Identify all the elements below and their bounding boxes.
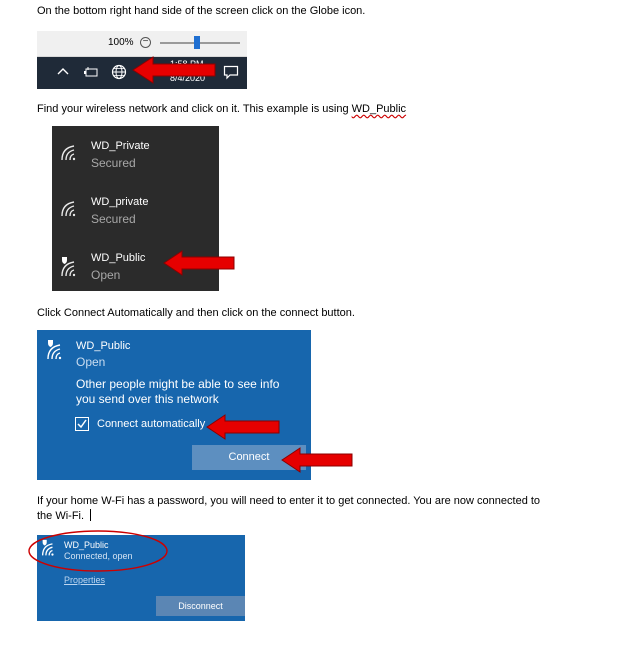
network-status: Secured bbox=[91, 212, 136, 226]
connect-automatically-checkbox[interactable] bbox=[75, 417, 89, 431]
step4-line2: the Wi-Fi. bbox=[37, 510, 85, 522]
highlight-ellipse bbox=[26, 528, 170, 574]
step4-text-line2 bbox=[37, 509, 91, 524]
disconnect-button[interactable]: Disconnect bbox=[156, 596, 245, 616]
network-name: WD_Private bbox=[91, 140, 150, 152]
zoom-level: 100% bbox=[108, 37, 134, 48]
network-item[interactable] bbox=[52, 130, 219, 186]
red-arrow-icon bbox=[205, 413, 281, 441]
open-wifi-icon bbox=[60, 256, 82, 283]
network-name: WD_Public bbox=[64, 540, 109, 550]
open-wifi-icon bbox=[46, 339, 68, 366]
wifi-icon bbox=[60, 200, 82, 223]
chevron-up-icon[interactable] bbox=[57, 63, 69, 79]
network-name: WD_private bbox=[91, 196, 149, 208]
properties-link[interactable]: Properties bbox=[64, 575, 106, 585]
text-cursor bbox=[90, 509, 91, 521]
network-status: Connected, open bbox=[64, 551, 133, 561]
globe-icon[interactable] bbox=[111, 64, 127, 85]
connect-panel-screenshot bbox=[37, 330, 311, 480]
step3-text: Click Connect Automatically and then click on the connect button. bbox=[37, 307, 355, 319]
zoom-slider-thumb[interactable] bbox=[194, 36, 200, 49]
red-arrow-icon bbox=[131, 55, 217, 85]
connect-automatically-label[interactable]: Connect automatically bbox=[97, 418, 206, 430]
battery-icon[interactable] bbox=[83, 65, 99, 83]
step1-text: On the bottom right hand side of the screen click on the Globe icon. bbox=[37, 5, 366, 17]
notification-icon[interactable] bbox=[223, 65, 239, 85]
zoom-slider-track[interactable] bbox=[160, 42, 240, 44]
connect-button[interactable]: Connect bbox=[192, 445, 306, 470]
step2-prefix: Find your wireless network and click on it. This example is using bbox=[37, 103, 352, 115]
privacy-warning: Other people might be able to see info you send over this network bbox=[76, 377, 280, 406]
zoom-out-button[interactable]: − bbox=[140, 37, 151, 48]
network-status: Open bbox=[76, 355, 106, 369]
step2-text bbox=[37, 102, 406, 117]
wifi-icon bbox=[60, 144, 82, 167]
red-arrow-icon bbox=[162, 249, 236, 277]
network-name: WD_Public bbox=[91, 252, 146, 264]
clock-date: 8/4/2020 bbox=[170, 73, 206, 83]
taskbar-screenshot bbox=[37, 31, 247, 89]
network-item[interactable] bbox=[52, 186, 219, 242]
step4-text-line1: If your home W-Fi has a password, you will need to enter it to get connected. You are now connected to bbox=[37, 495, 541, 507]
step2-network-name: WD_Public bbox=[351, 103, 407, 115]
network-name: WD_Public bbox=[76, 340, 131, 352]
network-status: Secured bbox=[91, 156, 136, 170]
network-status: Open bbox=[91, 268, 121, 282]
zoom-bar bbox=[37, 31, 247, 57]
red-arrow-icon bbox=[280, 446, 354, 474]
